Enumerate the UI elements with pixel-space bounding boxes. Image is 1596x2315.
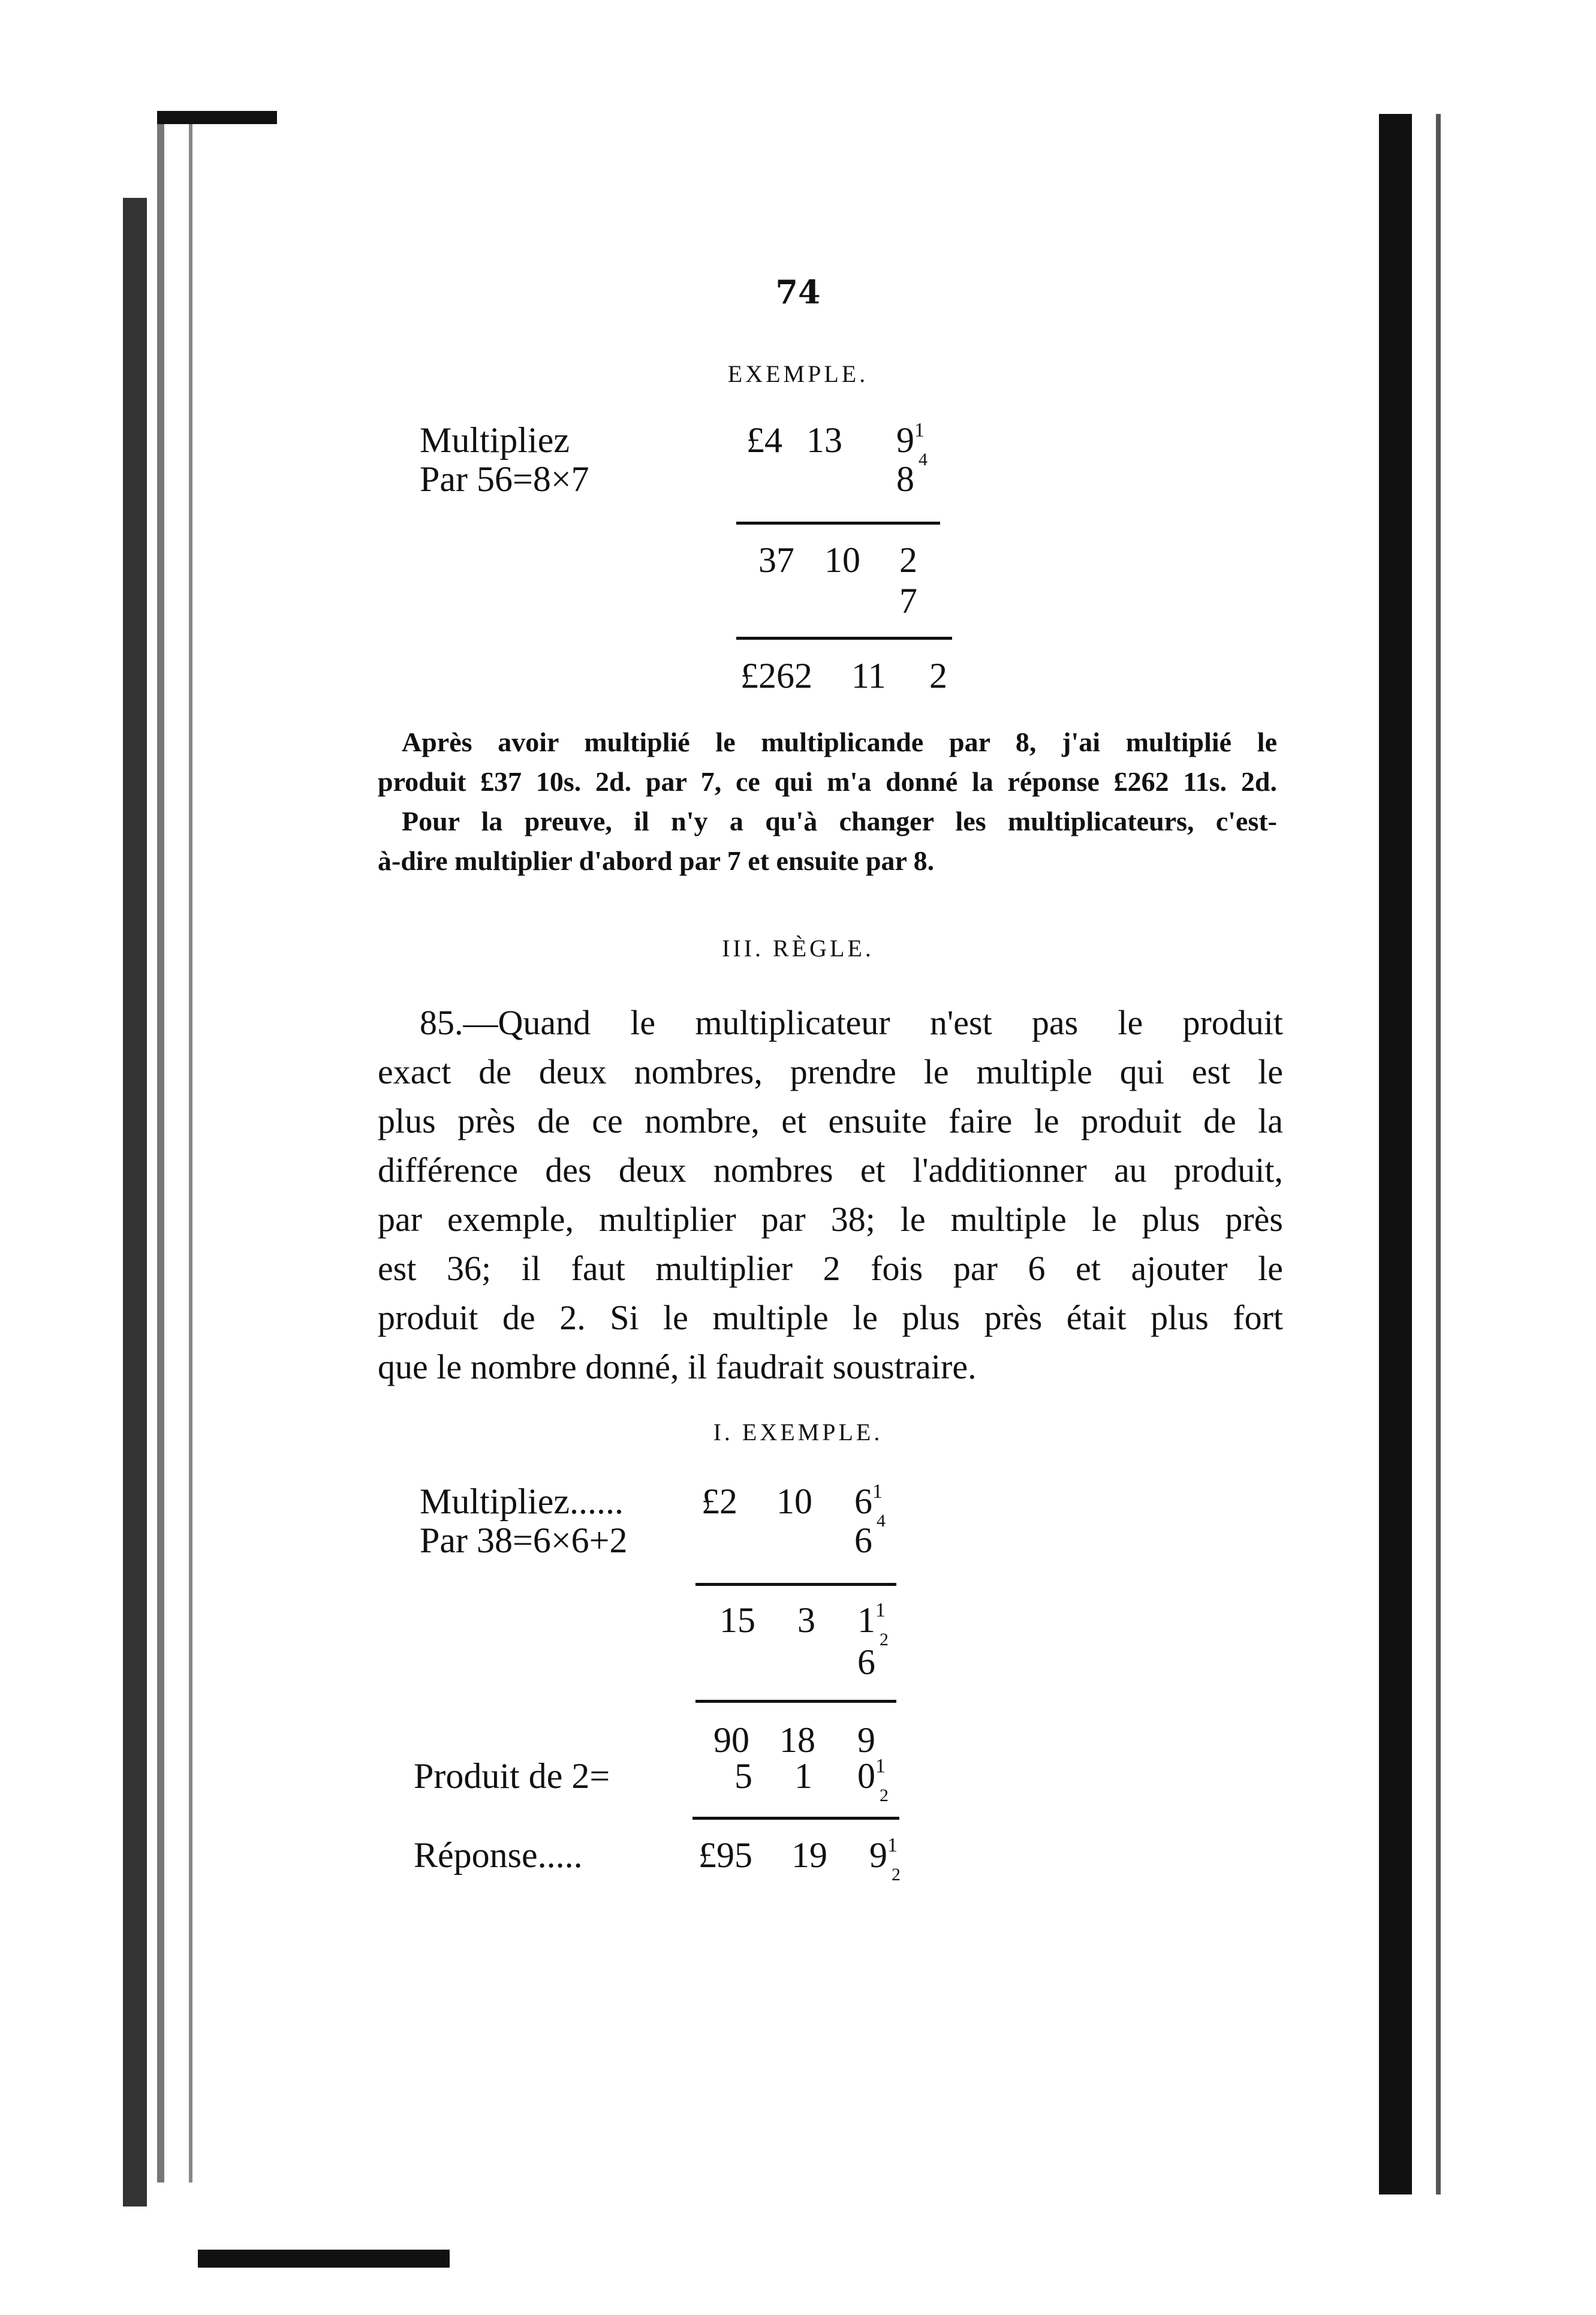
- rule-paragraph: [378, 998, 1283, 1392]
- rule-line: plus près de ce nombre, et ensuite faire le produit de la: [378, 1101, 1283, 1140]
- ex2-r3-shillings: 3: [797, 1600, 815, 1640]
- ex2-r6-pence: $0^1_2$: [857, 1755, 889, 1805]
- explanation-paragraph: [378, 723, 1277, 881]
- example1-heading: EXEMPLE.: [727, 360, 869, 387]
- explanation-line-3: Pour la preuve, il n'y a qu'à changer les multiplicateurs, c'est-: [402, 806, 1277, 836]
- page-number: 74: [775, 273, 821, 311]
- ex2-r2-pence: 6: [854, 1521, 872, 1560]
- rule-line: que le nombre donné, il faudrait soustraire.: [378, 1347, 977, 1386]
- ex1-rule-1: [736, 522, 940, 525]
- rule-line: est 36; il faut multiplier 2 fois par 6 et ajouter le: [378, 1249, 1283, 1288]
- ex2-r5-pounds: 90: [713, 1720, 749, 1760]
- rule-line: exact de deux nombres, prendre le multiple qui est le: [378, 1052, 1283, 1091]
- scan-edge-left: [123, 198, 147, 2206]
- ex1-r4-pence: 7: [899, 581, 917, 621]
- ex2-r3-pounds: 15: [719, 1600, 755, 1640]
- ex1-result-pence: 2: [929, 656, 947, 696]
- ex1-r3-pence: 2: [899, 540, 917, 580]
- ex1-r1-pence: $9^1_4$: [896, 419, 928, 469]
- ex1-r1-pounds: £4: [746, 420, 782, 460]
- answer-shillings: 19: [791, 1835, 827, 1875]
- rule-line: différence des deux nombres et l'additionner au produit,: [378, 1151, 1283, 1190]
- ex2-r5-pence: 9: [857, 1720, 875, 1760]
- explanation-line-2: produit £37 10s. 2d. par 7, ce qui m'a donné la réponse £262 11s. 2d.: [378, 766, 1277, 797]
- ex2-r3-pence: $1^1_2$: [857, 1599, 889, 1649]
- ex1-result-pounds: £262: [740, 656, 812, 696]
- ex2-rule-2: [695, 1700, 896, 1703]
- ex2-r6-shillings: 1: [794, 1756, 812, 1796]
- ex1-r2-pence: 8: [896, 459, 914, 499]
- ex2-r1-pounds: £2: [701, 1482, 737, 1521]
- explanation-line-4: à-dire multiplier d'abord par 7 et ensuite par 8.: [378, 845, 935, 876]
- ex1-r1-shillings: 13: [806, 420, 842, 460]
- example1-multiply-label: Multipliez: [420, 420, 570, 460]
- ex2-r4-pence: 6: [857, 1642, 875, 1682]
- ex2-r6-pounds: 5: [734, 1756, 752, 1796]
- ex1-r3-pounds: 37: [758, 540, 794, 580]
- rule-heading: III. RÈGLE.: [722, 935, 874, 962]
- rule-line: produit de 2. Si le multiple le plus près était plus fort: [378, 1298, 1283, 1337]
- ex2-rule-1: [695, 1583, 896, 1586]
- example2-multiply-label: Multipliez......: [420, 1482, 624, 1521]
- ex1-rule-2: [736, 637, 952, 640]
- answer-label: Réponse.....: [414, 1835, 583, 1875]
- example2-heading: I. EXEMPLE.: [713, 1419, 883, 1446]
- scan-edge-bottom: [198, 2250, 450, 2268]
- ex2-r1-pence: $6^1_4$: [854, 1480, 886, 1531]
- ex2-r1-shillings: 10: [776, 1482, 812, 1521]
- scan-edge-right: [1379, 114, 1412, 2194]
- scan-edge-right-thin: [1436, 114, 1441, 2194]
- rule-line: 85.—Quand le multiplicateur n'est pas le produit: [420, 1003, 1283, 1042]
- ex2-rule-3: [692, 1817, 899, 1820]
- explanation-line-1: Après avoir multiplié le multiplicande par 8, j'ai multiplié le: [402, 727, 1277, 757]
- ex2-r5-shillings: 18: [779, 1720, 815, 1760]
- ex1-r3-shillings: 10: [824, 540, 860, 580]
- scan-edge-top: [157, 111, 277, 124]
- answer-pence: $9^1_2$: [869, 1834, 901, 1884]
- ex1-result-shillings: 11: [851, 656, 886, 696]
- rule-line: par exemple, multiplier par 38; le multiple le plus près: [378, 1200, 1283, 1239]
- product-of-2-label: Produit de 2=: [414, 1756, 610, 1796]
- scan-edge-left-inner: [157, 114, 164, 2182]
- example1-by-label: Par 56=8×7: [420, 459, 589, 499]
- scan-edge-left-line: [189, 114, 192, 2182]
- example2-by-label: Par 38=6×6+2: [420, 1521, 628, 1560]
- answer-pounds: £95: [698, 1835, 752, 1875]
